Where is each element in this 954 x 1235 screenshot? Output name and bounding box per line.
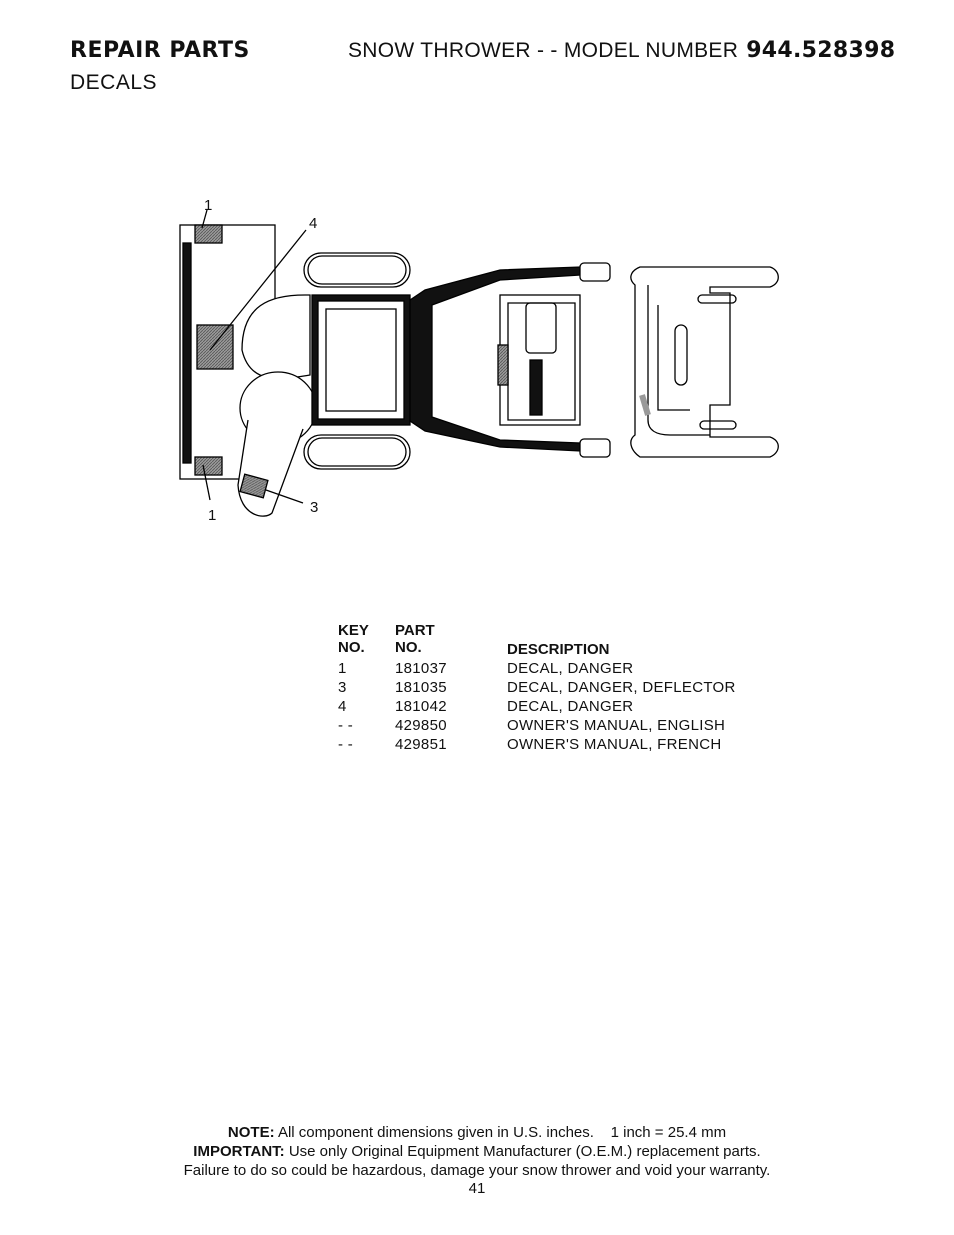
key-no-cell: 3 xyxy=(338,679,347,696)
page-title xyxy=(348,38,895,63)
model-number: 944.528398 xyxy=(746,38,896,63)
note-text: All component dimensions given in U.S. inches. 1 inch = 25.4 mm xyxy=(277,1124,727,1141)
callout-4: 4 xyxy=(309,215,318,232)
description-cell: DECAL, DANGER xyxy=(507,698,634,715)
description-cell: DECAL, DANGER xyxy=(507,660,634,677)
callout-1-top: 1 xyxy=(204,197,213,214)
engine xyxy=(312,295,410,425)
part-header-line1: PART xyxy=(395,622,435,639)
part-no-cell: 429850 xyxy=(395,717,447,734)
decal-1-top xyxy=(195,225,222,243)
important-label: IMPORTANT: xyxy=(193,1143,285,1160)
key-no-cell: - - xyxy=(338,736,354,753)
part-header-line2: NO. xyxy=(395,639,422,656)
part-no-cell: 181042 xyxy=(395,698,447,715)
decal-4 xyxy=(197,325,233,369)
key-no-header xyxy=(338,622,388,656)
part-no-cell: 181037 xyxy=(395,660,447,677)
warning-line: Failure to do so could be hazardous, damage your snow thrower and void your warranty. xyxy=(183,1162,771,1179)
important-text: Use only Original Equipment Manufacturer (O.E.M.) replacement parts. xyxy=(288,1143,761,1160)
discharge-chute xyxy=(238,295,319,516)
key-no-cell: 4 xyxy=(338,698,347,715)
frame xyxy=(410,263,610,457)
part-no-header xyxy=(395,622,505,656)
important-line xyxy=(0,1142,954,1161)
description-cell: OWNER'S MANUAL, FRENCH xyxy=(507,736,722,753)
key-header-line2: NO. xyxy=(338,639,365,656)
key-no-cell: 1 xyxy=(338,660,347,677)
model-title-text: SNOW THROWER - - MODEL NUMBER xyxy=(348,39,739,62)
description-header: DESCRIPTION xyxy=(507,641,610,658)
page-number: 41 xyxy=(468,1180,486,1197)
decal-1-bottom xyxy=(195,457,222,475)
section-title: REPAIR PARTS xyxy=(70,38,250,63)
handle xyxy=(631,267,778,457)
part-no-cell: 181035 xyxy=(395,679,447,696)
note-line xyxy=(0,1123,954,1142)
callout-3: 3 xyxy=(310,499,319,516)
decal-location-diagram xyxy=(170,195,790,540)
subsection-title: DECALS xyxy=(70,71,158,94)
note-label: NOTE: xyxy=(227,1124,275,1141)
part-no-cell: 429851 xyxy=(395,736,447,753)
description-cell: DECAL, DANGER, DEFLECTOR xyxy=(507,679,736,696)
key-header-line1: KEY xyxy=(338,622,369,639)
description-cell: OWNER'S MANUAL, ENGLISH xyxy=(507,717,726,734)
key-no-cell: - - xyxy=(338,717,354,734)
callout-1-bottom: 1 xyxy=(208,507,217,524)
